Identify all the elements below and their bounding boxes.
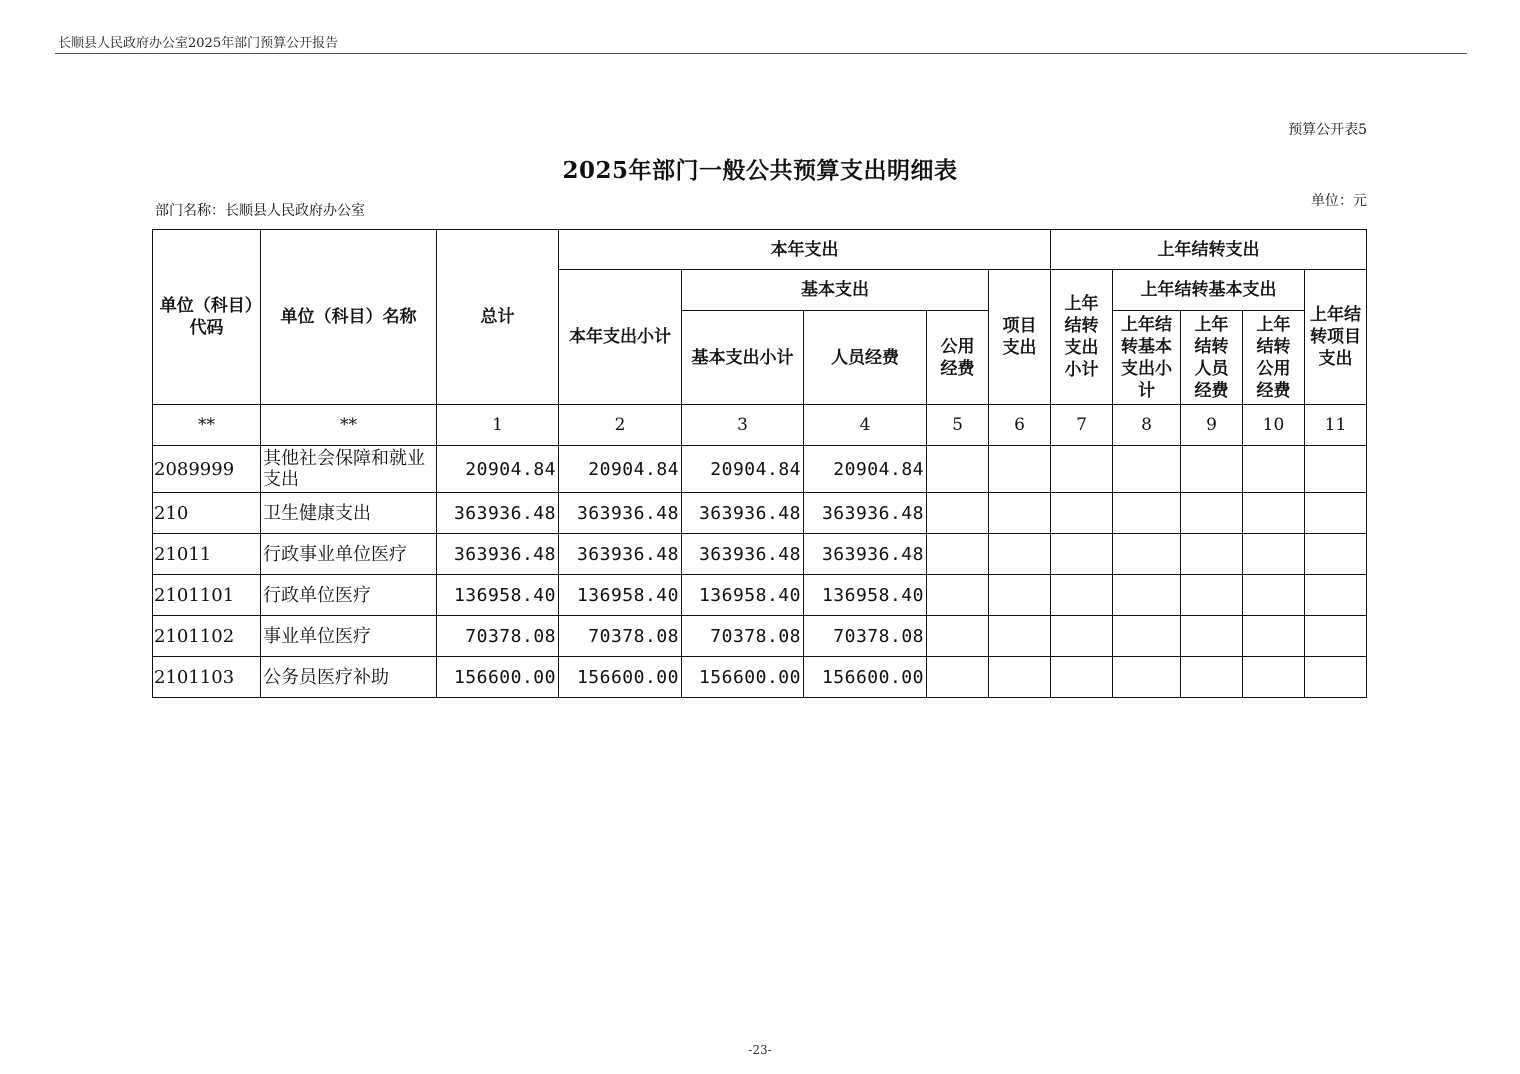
row-total: 70378.08 — [437, 616, 559, 657]
row-code: 2101102 — [153, 616, 261, 657]
row-personnel: 70378.08 — [804, 616, 927, 657]
row-basic-subtotal: 20904.84 — [682, 446, 804, 493]
empty-cell — [927, 657, 989, 698]
header-project: 项目支出 — [989, 270, 1051, 405]
row-personnel: 20904.84 — [804, 446, 927, 493]
empty-cell — [1051, 446, 1113, 493]
empty-cell — [1051, 575, 1113, 616]
empty-cell — [1113, 446, 1181, 493]
index-cell: 4 — [804, 405, 927, 446]
header-code: 单位（科目）代码 — [153, 230, 261, 405]
empty-cell — [1243, 657, 1305, 698]
row-name: 其他社会保障和就业支出 — [261, 446, 437, 493]
row-current-subtotal: 136958.40 — [559, 575, 682, 616]
row-total: 363936.48 — [437, 493, 559, 534]
empty-cell — [1051, 616, 1113, 657]
index-cell: 1 — [437, 405, 559, 446]
empty-cell — [989, 534, 1051, 575]
header-prior-public: 上年结转公用经费 — [1243, 311, 1305, 405]
index-cell: 6 — [989, 405, 1051, 446]
row-code: 2101103 — [153, 657, 261, 698]
row-current-subtotal: 363936.48 — [559, 493, 682, 534]
header-current-year: 本年支出 — [559, 230, 1051, 270]
table-row — [153, 446, 1367, 493]
row-current-subtotal: 156600.00 — [559, 657, 682, 698]
empty-cell — [1181, 616, 1243, 657]
row-name: 行政事业单位医疗 — [261, 534, 437, 575]
empty-cell — [989, 493, 1051, 534]
index-cell: 3 — [682, 405, 804, 446]
index-row — [153, 405, 1367, 446]
row-basic-subtotal: 136958.40 — [682, 575, 804, 616]
row-basic-subtotal: 363936.48 — [682, 534, 804, 575]
empty-cell — [927, 616, 989, 657]
empty-cell — [1181, 493, 1243, 534]
header-prior-basic: 上年结转基本支出 — [1113, 270, 1305, 311]
index-cell: 10 — [1243, 405, 1305, 446]
row-total: 20904.84 — [437, 446, 559, 493]
row-name: 行政单位医疗 — [261, 575, 437, 616]
row-basic-subtotal: 363936.48 — [682, 493, 804, 534]
budget-table — [152, 229, 1367, 698]
empty-cell — [1113, 657, 1181, 698]
running-header: 长顺县人民政府办公室2025年部门预算公开报告 — [58, 36, 339, 51]
empty-cell — [1243, 575, 1305, 616]
header-basic-subtotal: 基本支出小计 — [682, 311, 804, 405]
empty-cell — [989, 446, 1051, 493]
row-current-subtotal: 363936.48 — [559, 534, 682, 575]
table-row — [153, 493, 1367, 534]
header-current-subtotal: 本年支出小计 — [559, 270, 682, 405]
row-code: 2101101 — [153, 575, 261, 616]
empty-cell — [1305, 534, 1367, 575]
table-id: 预算公开表5 — [1288, 122, 1367, 138]
row-current-subtotal: 20904.84 — [559, 446, 682, 493]
index-cell: ** — [261, 405, 437, 446]
row-current-subtotal: 70378.08 — [559, 616, 682, 657]
index-cell: 7 — [1051, 405, 1113, 446]
empty-cell — [927, 493, 989, 534]
row-code: 21011 — [153, 534, 261, 575]
empty-cell — [1113, 616, 1181, 657]
table-row — [153, 575, 1367, 616]
empty-cell — [989, 575, 1051, 616]
header-prior-subtotal: 上年结转支出小计 — [1051, 270, 1113, 405]
empty-cell — [1243, 446, 1305, 493]
row-personnel: 136958.40 — [804, 575, 927, 616]
empty-cell — [1051, 534, 1113, 575]
index-cell: 8 — [1113, 405, 1181, 446]
table-row — [153, 534, 1367, 575]
row-personnel: 363936.48 — [804, 534, 927, 575]
row-code: 2089999 — [153, 446, 261, 493]
row-basic-subtotal: 156600.00 — [682, 657, 804, 698]
row-name: 卫生健康支出 — [261, 493, 437, 534]
empty-cell — [1051, 657, 1113, 698]
empty-cell — [1243, 534, 1305, 575]
empty-cell — [1181, 446, 1243, 493]
table-row — [153, 616, 1367, 657]
empty-cell — [1305, 446, 1367, 493]
index-cell: 9 — [1181, 405, 1243, 446]
page-number: -23- — [748, 1043, 772, 1057]
empty-cell — [1305, 575, 1367, 616]
row-name: 事业单位医疗 — [261, 616, 437, 657]
row-total: 156600.00 — [437, 657, 559, 698]
row-code: 210 — [153, 493, 261, 534]
header-prior-personnel: 上年结转人员经费 — [1181, 311, 1243, 405]
row-total: 363936.48 — [437, 534, 559, 575]
index-cell: 11 — [1305, 405, 1367, 446]
empty-cell — [989, 657, 1051, 698]
table-row — [153, 657, 1367, 698]
index-cell: ** — [153, 405, 261, 446]
empty-cell — [927, 575, 989, 616]
empty-cell — [927, 446, 989, 493]
empty-cell — [927, 534, 989, 575]
header-rule — [55, 53, 1467, 54]
empty-cell — [1243, 616, 1305, 657]
index-cell: 2 — [559, 405, 682, 446]
index-cell: 5 — [927, 405, 989, 446]
page-title: 2025年部门一般公共预算支出明细表 — [562, 157, 958, 184]
header-public: 公用经费 — [927, 311, 989, 405]
empty-cell — [1181, 657, 1243, 698]
header-prior-basic-subtotal: 上年结转基本支出小计 — [1113, 311, 1181, 405]
empty-cell — [1305, 616, 1367, 657]
header-prior-year: 上年结转支出 — [1051, 230, 1367, 270]
row-personnel: 156600.00 — [804, 657, 927, 698]
empty-cell — [989, 616, 1051, 657]
header-basic: 基本支出 — [682, 270, 989, 311]
empty-cell — [1181, 534, 1243, 575]
empty-cell — [1113, 534, 1181, 575]
header-name: 单位（科目）名称 — [261, 230, 437, 405]
unit-label: 单位：元 — [1311, 193, 1367, 209]
empty-cell — [1243, 493, 1305, 534]
department-name: 部门名称：长顺县人民政府办公室 — [155, 203, 365, 219]
row-basic-subtotal: 70378.08 — [682, 616, 804, 657]
header-total: 总计 — [437, 230, 559, 405]
row-personnel: 363936.48 — [804, 493, 927, 534]
empty-cell — [1113, 575, 1181, 616]
header-personnel: 人员经费 — [804, 311, 927, 405]
empty-cell — [1305, 657, 1367, 698]
empty-cell — [1051, 493, 1113, 534]
empty-cell — [1305, 493, 1367, 534]
empty-cell — [1113, 493, 1181, 534]
row-total: 136958.40 — [437, 575, 559, 616]
row-name: 公务员医疗补助 — [261, 657, 437, 698]
empty-cell — [1181, 575, 1243, 616]
header-prior-project: 上年结转项目支出 — [1305, 270, 1367, 405]
